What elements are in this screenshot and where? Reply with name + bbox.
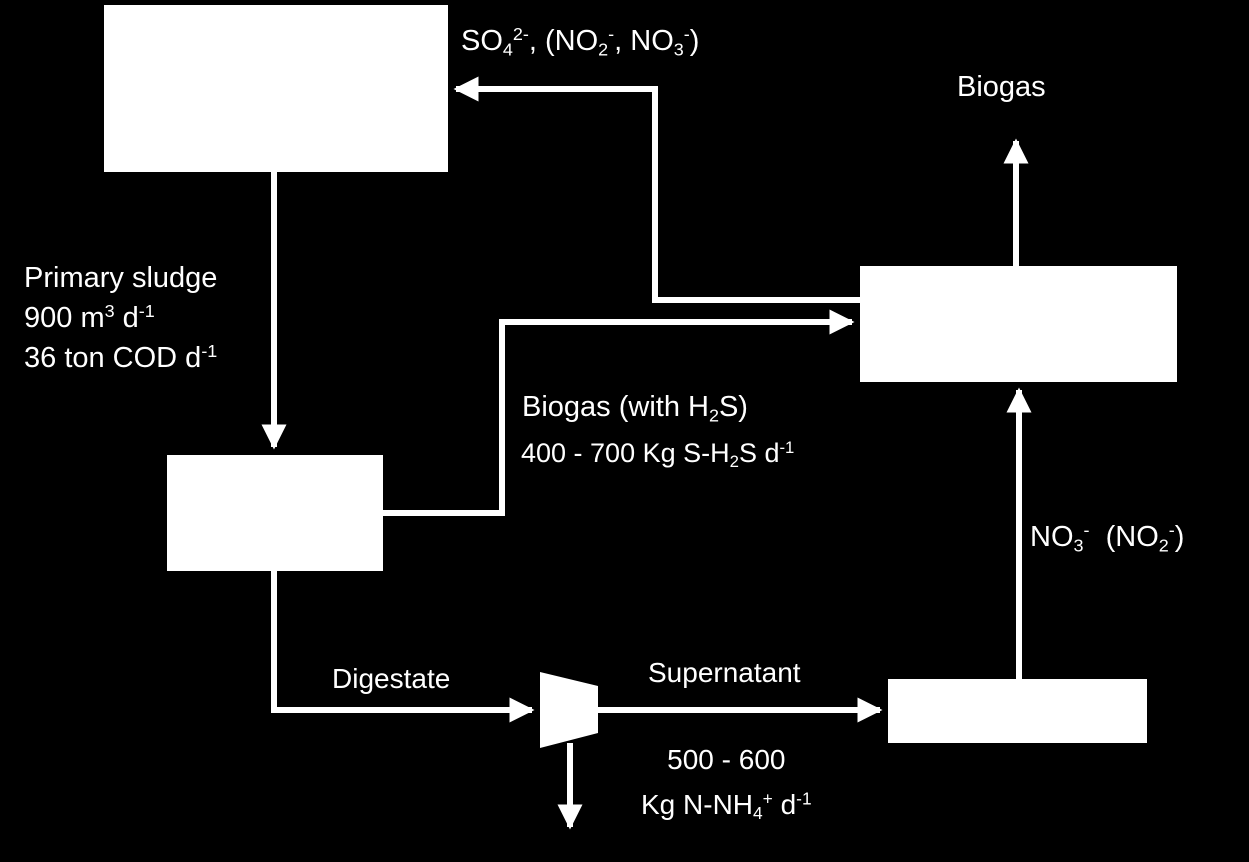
solid-liquid-separator: [540, 672, 598, 748]
ammonium-range: 500 - 600: [667, 744, 786, 775]
biogas-h2s-label: [522, 390, 748, 425]
supernatant-label: Supernatant: [648, 657, 801, 688]
nitrification-box: [888, 679, 1147, 743]
h2s-load-label: 400 - 700 Kg $S-H_2S$ $d^{-1}$: [521, 437, 795, 472]
sulfate-nitrite-nitrate-label: $SO_4^{2-}$, ($NO_2^-$, $NO_3^-$): [461, 24, 700, 60]
digestate-label: Digestate: [332, 663, 451, 694]
anaerobic-digester-box: [167, 455, 383, 571]
primary-sludge-cod: 36 ton COD $d^{-1}$: [24, 341, 218, 374]
biogas-treatment-box: [860, 266, 1177, 382]
return-oxidant-arrow: [456, 89, 860, 300]
biogas-h2s-title: Biogas (with $H_2S$): [522, 391, 748, 426]
ammonium-load-label: [641, 737, 812, 827]
top-left-unit-box: [104, 5, 448, 172]
nitrate-nitrite-label: $NO_3^-$ $(NO_2^-)$: [1030, 520, 1185, 556]
ammonium-units: Kg $N-NH_4^+$ $d^{-1}$: [641, 788, 812, 824]
primary-sludge-flow: 900 $m^3$ $d^{-1}$: [24, 301, 155, 334]
primary-sludge-title: Primary sludge: [24, 262, 218, 294]
biogas-out-label: Biogas: [957, 71, 1046, 103]
primary-sludge-label: [24, 258, 217, 378]
